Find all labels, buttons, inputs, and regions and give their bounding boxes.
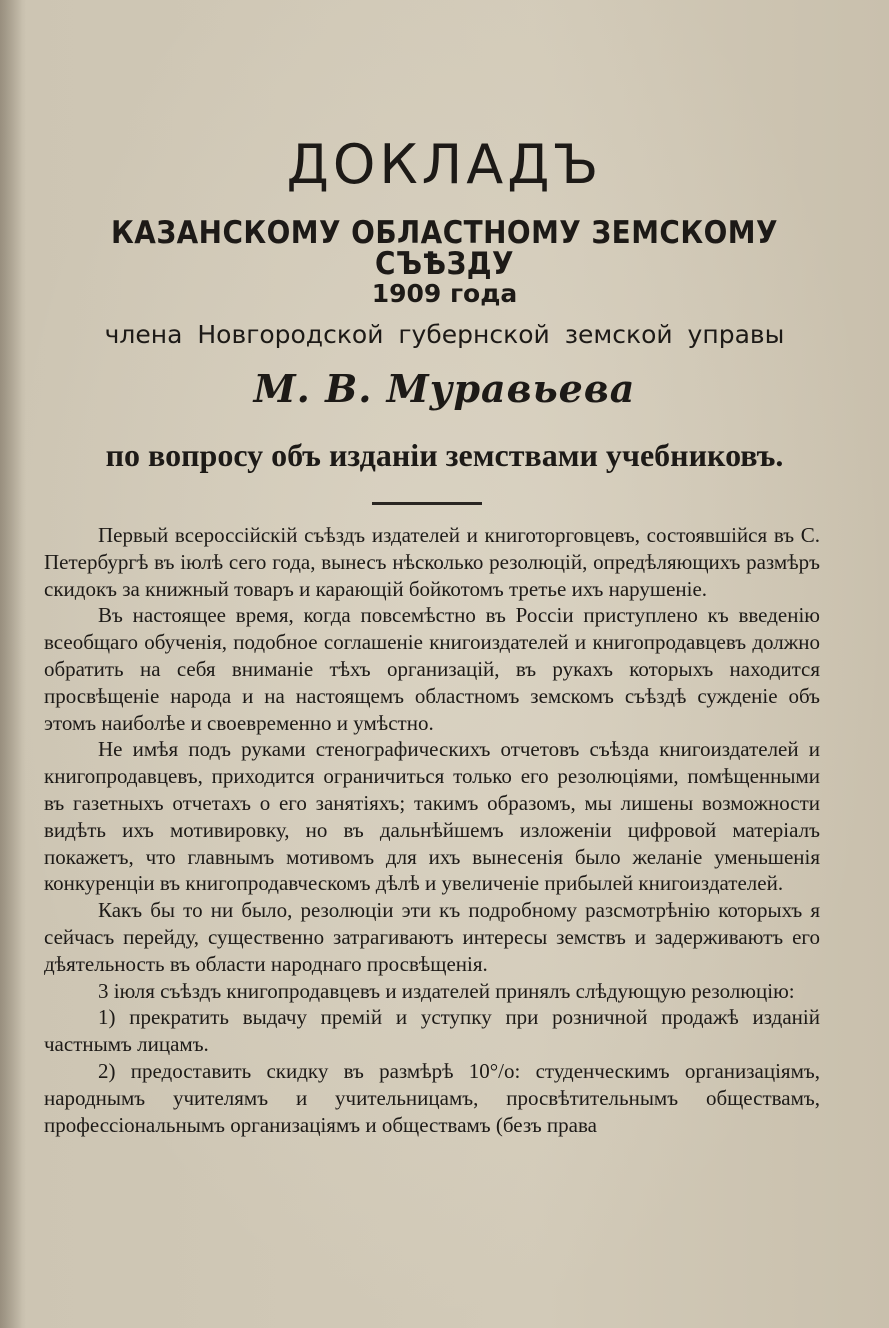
report-addressee: КАЗАНСКОМУ ОБЛАСТНОМУ ЗЕМСКОМУ СЪѢЗДУ [111,215,778,282]
paragraph: Не имѣя подъ руками стенографическихъ отчетовъ съѣзда книгоиздателей и книгопродавцевъ, приходится ограничиться только его резолюцiями, помѣщенными въ газетныхъ отчетахъ о его занятiяхъ; такимъ образомъ, мы лишены возможности видѣть ихъ мотивировку, но въ дальнѣйшемъ изложенiи цифровой матерiалъ покажетъ, что главнымъ мотивомъ для ихъ вынесенiя было желанiе уменьшенiя конкуренцiи въ книгопродавческомъ дѣлѣ и увеличенiе прибылей книгоиздателей. [44,737,820,896]
report-topic: по вопросу объ изданiи земствами учебниковъ. [105,437,784,473]
title-divider [372,502,482,505]
author-position: члена Новгородской губернской земской управы [104,320,785,349]
body-text [44,522,820,1138]
paragraph: 2) предоставить скидку въ размѣрѣ 10°/о: студенческимъ организацiямъ, народнымъ учителямъ и учительницамъ, просвѣтительнымъ обществамъ, профессiональнымъ организацiямъ и обществамъ (безъ права [44,1058,820,1137]
author-name: М. В. Муравьева [253,366,636,411]
paragraph: 3 iюля съѣздъ книгопродавцевъ и издателей принялъ слѣдующую резолюцiю: [98,978,795,1003]
report-year: 1909 года [371,279,518,308]
paragraph: Первый всероссiйскiй съѣздъ издателей и книготорговцевъ, состоявшiйся въ С. Петербургѣ въ iюлѣ сего года, вынесъ нѣсколько резолюцiй, опредѣляющихъ размѣръ скидокъ за книжный товаръ и карающiй бойкотомъ третье ихъ нарушенiе. [44,523,820,601]
paragraph: Какъ бы то ни было, резолюцiи эти къ подробному разсмотрѣнiю которыхъ я сейчасъ перейду, существенно затрагиваютъ интересы земствъ и задерживаютъ его дѣятельность въ области народнаго просвѣщенiя. [44,898,820,976]
report-title: ДОКЛАДЪ [286,133,603,196]
spine-shadow [0,0,26,1328]
paragraph: 1) прекратить выдачу премiй и уступку при розничной продажѣ изданiй частнымъ лицамъ. [44,1005,820,1057]
paragraph: Въ настоящее время, когда повсемѣстно въ Россiи приступлено къ введенiю всеобщаго обученiя, подобное соглашенiе книгоиздателей и книгопродавцевъ должно обратить на себя вниманiе тѣхъ организацiй, въ рукахъ которыхъ находится просвѣщенiе народа и на настоящемъ областномъ земскомъ съѣздѣ сужденiе объ этомъ наиболѣе и своевременно и умѣстно. [44,603,820,735]
